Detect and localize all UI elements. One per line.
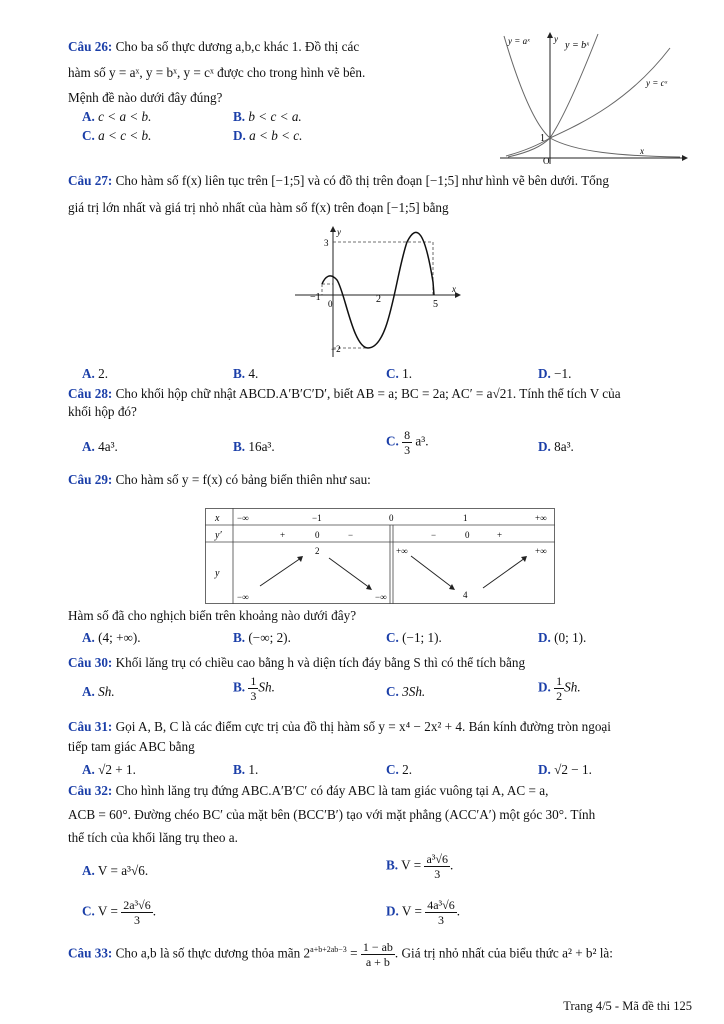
q32-opt-c[interactable]: C. V = $\frac{\text{2a³√6}}{3}$ . <box>82 898 157 927</box>
q33-label: Câu 33: <box>68 945 113 961</box>
q32-line2: ACB = 60°. Đường chéo BC′ của mặt bên (BCC′B′) tạo với mặt phẳng (ACC′A′) một góc 30°. Tính <box>68 807 596 822</box>
q26-label-one: 1 <box>540 133 545 144</box>
q26-label-o: O <box>543 156 550 165</box>
q31-opt-c[interactable]: C. 2. <box>386 762 413 777</box>
q29-opt-a[interactable]: A. (4; +∞). <box>82 630 141 645</box>
q31-opt-a[interactable]: A. √2 + 1. <box>82 762 136 777</box>
q32-opt-a[interactable]: A. V = a³√6. <box>82 863 149 878</box>
svg-text:−∞: −∞ <box>237 592 249 602</box>
q27-function-graph <box>295 222 470 362</box>
q31-line2: tiếp tam giác ABC bằng <box>68 739 195 754</box>
q30-label: Câu 30: <box>68 655 113 670</box>
q30-line1 <box>68 654 525 672</box>
svg-text:−∞: −∞ <box>375 592 387 602</box>
svg-text:−1: −1 <box>312 513 322 523</box>
q32-line1 <box>68 782 548 800</box>
q26-exponential-graph <box>500 30 690 165</box>
svg-text:+: + <box>280 530 286 540</box>
q28-label: Câu 28: <box>68 386 113 401</box>
q26-label: Câu 26: <box>68 39 113 54</box>
q26-curve-a <box>504 36 680 157</box>
q28-opt-d[interactable]: D. 8a³. <box>538 439 574 454</box>
svg-text:5: 5 <box>433 299 438 310</box>
svg-text:4: 4 <box>463 590 468 600</box>
q28-line2: khối hộp đó? <box>68 404 137 419</box>
q27-opt-c[interactable]: C. 1. <box>386 366 413 381</box>
svg-text:x: x <box>215 513 220 524</box>
q30-b-fraction: $\frac{1}{3}$ <box>250 674 257 703</box>
q32-opt-b[interactable]: B. V = $\frac{\text{a³√6}}{3}$ . <box>386 852 454 881</box>
q27-text1: Cho hàm số f(x) liên tục trên [−1;5] và có đồ thị trên đoạn [−1;5] như hình vẽ bên dưới. Tổng <box>115 173 609 188</box>
q27-opt-b[interactable]: B. 4. <box>233 366 259 381</box>
q26-line3: Mệnh đề nào dưới đây đúng? <box>68 90 223 105</box>
q27-opt-a[interactable]: A. 2. <box>82 366 109 381</box>
q28-line1 <box>68 385 621 403</box>
q31-opt-b[interactable]: B. 1. <box>233 762 259 777</box>
svg-text:−∞: −∞ <box>237 513 249 523</box>
q32-opt-d[interactable]: D. V = $\frac{\text{4a³√6}}{3}$ . <box>386 898 461 927</box>
q30-opt-a[interactable]: A. Sh. <box>82 684 115 699</box>
q26-text1: Cho ba số thực dương a,b,c khác 1. Đồ thị các <box>115 39 360 54</box>
q26-label-yc: y = cˣ <box>646 78 668 88</box>
svg-text:1: 1 <box>463 513 468 523</box>
q32-label: Câu 32: <box>68 783 113 798</box>
q30-opt-d[interactable]: D. $\frac{1}{2}$ Sh. <box>538 674 581 703</box>
q26-opt-a[interactable]: A. c < a < b. <box>82 109 152 124</box>
q26-line1 <box>68 38 359 56</box>
svg-text:y: y <box>337 227 341 237</box>
q26-curve-b <box>508 34 598 157</box>
q29-label: Câu 29: <box>68 472 113 487</box>
q29-opt-c[interactable]: C. (−1; 1). <box>386 630 442 645</box>
q26-opt-b[interactable]: B. b < c < a. <box>233 109 302 124</box>
q27-line1 <box>68 172 609 190</box>
svg-text:−: − <box>431 530 437 540</box>
svg-text:2: 2 <box>315 546 320 556</box>
q29-line1 <box>68 471 371 489</box>
q29-opt-b[interactable]: B. (−∞; 2). <box>233 630 291 645</box>
q30-d-fraction: $\frac{1}{2}$ <box>556 674 563 703</box>
q30-opt-b[interactable]: B. $\frac{1}{3}$ Sh. <box>233 674 275 703</box>
q30-opt-c[interactable]: C. 3Sh. <box>386 684 426 699</box>
svg-text:−1: −1 <box>310 292 321 303</box>
q28-opt-b[interactable]: B. 16a³. <box>233 439 275 454</box>
q29-line2: Hàm số đã cho nghịch biến trên khoảng nào dưới đây? <box>68 608 357 623</box>
q29-text1: Cho hàm số y = f(x) có bảng biến thiên như sau: <box>115 472 371 487</box>
q27-label: Câu 27: <box>68 173 113 188</box>
q30-text1: Khối lăng trụ có chiều cao bằng h và diện tích đáy bằng S thì có thể tích bằng <box>115 655 526 670</box>
q26-label-yb: y = bˣ <box>565 40 590 51</box>
q28-text1: Cho khối hộp chữ nhật ABCD.A′B′C′D′, biết AB = a; BC = 2a; AC′ = a√21. Tính thể tích V của <box>115 386 621 401</box>
q27-opt-d[interactable]: D. −1. <box>538 366 572 381</box>
svg-text:+∞: +∞ <box>535 513 547 523</box>
q33-line1: Câu 33: Cho a,b là số thực dương thỏa mãn $2^{a+b+2ab-3}$ = $\frac{1 - ab}{a + b}$ . Giá trị nhỏ nhất của biểu thức a² + b² là: <box>68 940 613 969</box>
svg-text:+∞: +∞ <box>396 546 408 556</box>
q26-opt-d[interactable]: D. a < b < c. <box>233 128 303 143</box>
q26-label-x: x <box>640 146 644 156</box>
q33-fraction: $\frac{1 - ab}{a + b}$ <box>362 940 393 969</box>
svg-text:−: − <box>348 530 354 540</box>
q28-c-fraction: $\frac{8}{3}$ <box>404 428 411 457</box>
q28-opt-c[interactable]: C. $\frac{8}{3}$ a³. <box>386 428 429 457</box>
page-footer: Trang 4/5 - Mã đề thi 125 <box>563 999 692 1013</box>
svg-text:2: 2 <box>376 294 381 305</box>
q32-line3: thể tích của khối lăng trụ theo a. <box>68 830 238 845</box>
svg-text:0: 0 <box>315 530 320 540</box>
svg-text:+∞: +∞ <box>535 546 547 556</box>
q27-curve <box>322 232 434 348</box>
svg-text:y: y <box>215 568 220 579</box>
q28-opt-a[interactable]: A. 4a³. <box>82 439 118 454</box>
svg-text:0: 0 <box>389 513 394 523</box>
q31-opt-d[interactable]: D. √2 − 1. <box>538 762 592 777</box>
svg-text:0: 0 <box>328 299 333 309</box>
svg-text:0: 0 <box>465 530 470 540</box>
q32-text1: Cho hình lăng trụ đứng ABC.A′B′C′ có đáy ABC là tam giác vuông tại A, AC = a, <box>115 783 549 798</box>
q29-variation-table <box>205 508 555 604</box>
q27-line2: giá trị lớn nhất và giá trị nhỏ nhất của hàm số f(x) trên đoạn [−1;5] bằng <box>68 200 449 215</box>
q31-text1: Gọi A, B, C là các điểm cực trị của đồ thị hàm số y = x⁴ − 2x² + 4. Bán kính đường tròn ngoại <box>115 719 611 734</box>
q26-label-ya: y = aˣ <box>508 36 530 46</box>
svg-text:−2: −2 <box>331 344 341 354</box>
svg-text:3: 3 <box>324 238 329 248</box>
q26-line2: hàm số y = aˣ, y = bˣ, y = cˣ được cho trong hình vẽ bên. <box>68 65 366 80</box>
svg-text:x: x <box>452 284 456 294</box>
q29-opt-d[interactable]: D. (0; 1). <box>538 630 587 645</box>
q31-label: Câu 31: <box>68 719 113 734</box>
svg-text:+: + <box>497 530 503 540</box>
q26-opt-c[interactable]: C. a < c < b. <box>82 128 152 143</box>
q26-curve-c <box>506 48 670 156</box>
q26-label-y: y <box>554 34 558 44</box>
svg-text:y′: y′ <box>215 530 222 541</box>
q31-line1 <box>68 718 611 736</box>
